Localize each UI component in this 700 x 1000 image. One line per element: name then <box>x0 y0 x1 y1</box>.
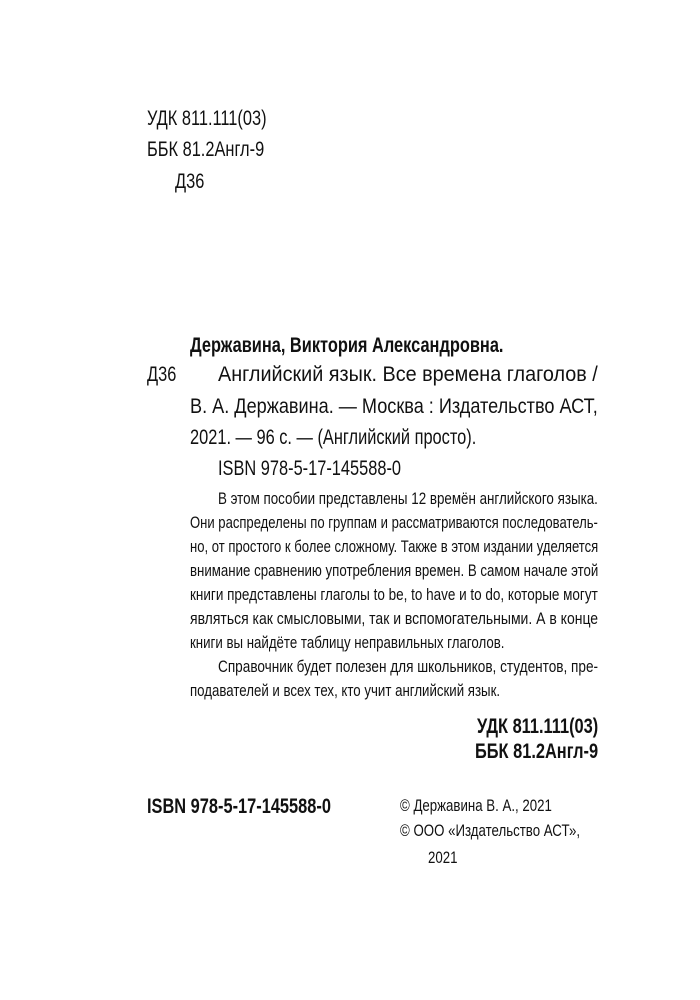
record-author: Державина, Виктория Александровна. <box>190 334 504 357</box>
record-udk: УДК 811.111(03) <box>477 715 599 738</box>
record-bbk: ББК 81.2Англ-9 <box>474 740 598 763</box>
abstract-line: Они распределены по группам и рассматриваются последователь- <box>190 513 598 532</box>
footer-isbn: ISBN 978-5-17-145588-0 <box>147 795 331 818</box>
copyright-publisher: © ООО «Издательство АСТ», <box>400 821 581 840</box>
record-author-mark: Д36 <box>147 363 177 386</box>
record-title-line: В. А. Державина. — Москва : Издательство АСТ, <box>190 395 598 418</box>
record-title-line: 2021. — 96 с. — (Английский просто). <box>190 426 477 449</box>
header-author-mark: Д36 <box>175 170 205 193</box>
header-udk: УДК 811.111(03) <box>147 107 267 130</box>
record-title-line: Английский язык. Все времена глаголов / <box>218 363 598 386</box>
abstract-line: но, от простого к более сложному. Также в этом издании уделяется <box>190 537 599 556</box>
abstract-line: книги вы найдёте таблицу неправильных глаголов. <box>190 633 505 652</box>
abstract-line: подавателей и всех тех, кто учит английский язык. <box>190 681 501 700</box>
copyright-year: 2021 <box>428 848 458 867</box>
header-bbk: ББК 81.2Англ-9 <box>147 138 265 161</box>
record-isbn: ISBN 978-5-17-145588-0 <box>218 457 402 480</box>
abstract-line: В этом пособии представлены 12 времён английского языка. <box>218 489 598 508</box>
abstract-line: являться как смысловыми, так и вспомогательными. А в конце <box>190 609 599 628</box>
abstract-line: внимание сравнению употребления времен. В самом начале этой <box>190 561 599 580</box>
copyright-author: © Державина В. А., 2021 <box>400 796 552 815</box>
abstract-line: книги представлены глаголы to be, to have и to do, которые могут <box>190 585 598 604</box>
abstract-line: Справочник будет полезен для школьников, студентов, пре- <box>218 657 599 676</box>
